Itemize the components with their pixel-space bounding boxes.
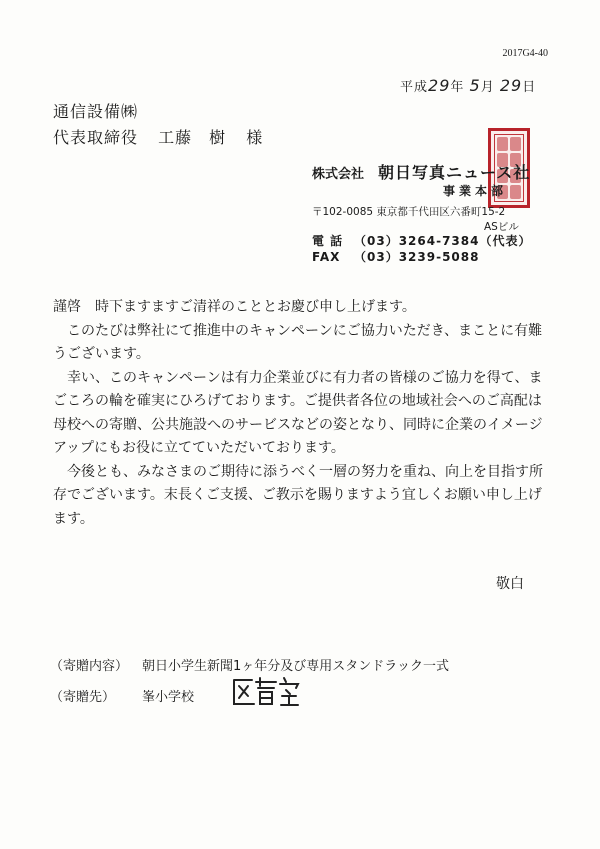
- date-day-suffix: 日: [522, 80, 537, 95]
- donation-recipient-value: 峯小学校: [142, 690, 195, 705]
- donation-content-value: 朝日小学生新聞1ヶ年分及び専用スタンドラック一式: [142, 659, 450, 674]
- recipient-name: 工藤 樹: [158, 128, 227, 147]
- body-paragraph: このたびは弊社にて推進中のキャンペーンにご協力いただき、まことに有難うございます。: [53, 322, 543, 362]
- donation-content: [50, 655, 449, 674]
- phone-label: 電 話: [312, 234, 344, 248]
- donation-content-label: （寄贈内容）: [50, 659, 129, 674]
- sender-building: ASビル: [484, 221, 519, 233]
- letter-body: [53, 296, 548, 531]
- date-year: 29: [428, 76, 451, 95]
- fax-label: FAX: [312, 250, 341, 264]
- recipient-line: [53, 125, 277, 148]
- date-month: 5: [469, 76, 481, 95]
- sender-department: 事業本部: [443, 184, 508, 198]
- handwritten-signature: [230, 674, 302, 708]
- sender-address: 〒102-0085 東京都千代田区六番町15-2: [312, 206, 506, 218]
- donation-recipient: [50, 686, 194, 705]
- date-era: 平成: [400, 80, 429, 95]
- body-paragraph: 幸い、このキャンペーンは有力企業並びに有力者の皆様のご協力を得て、まごころの輪を確実にひろげております。ご提供者各位の地域社会へのご高配は母校への寄贈、公共施設へのサービスなどの姿となり、同時に企業のイメージアップにもお役に立てていただいております。: [53, 369, 543, 456]
- fax-number: （03）3239-5088: [354, 250, 480, 264]
- recipient-company: 通信設備㈱: [53, 102, 139, 121]
- body-paragraph: 今後とも、みなさまのご期待に添うべく一層の努力を重ね、向上を目指す所存でございます。末長くご支援、ご教示を賜りますよう宜しくお願い申し上げます。: [53, 463, 543, 527]
- date-day: 29: [499, 76, 523, 95]
- letter-closing: 敬白: [496, 576, 524, 592]
- recipient-title: 代表取締役: [53, 128, 139, 147]
- date-month-suffix: 月: [480, 80, 495, 95]
- donation-recipient-label: （寄贈先）: [50, 690, 116, 705]
- sender-phone: [312, 232, 531, 249]
- reference-number: 2017G4-40: [502, 48, 548, 59]
- sender-company-name: 朝日写真ニュース社: [378, 163, 531, 182]
- phone-number: （03）3264-7384（代表）: [354, 234, 532, 248]
- letter-date: [400, 76, 536, 95]
- sender-company: [312, 160, 530, 183]
- recipient-honorific: 様: [246, 128, 264, 147]
- date-year-suffix: 年: [450, 80, 465, 95]
- body-paragraph: 謹啓 時下ますますご清祥のこととお慶び申し上げます。: [53, 299, 416, 315]
- sender-company-prefix: 株式会社: [312, 167, 365, 182]
- sender-fax: [312, 248, 479, 265]
